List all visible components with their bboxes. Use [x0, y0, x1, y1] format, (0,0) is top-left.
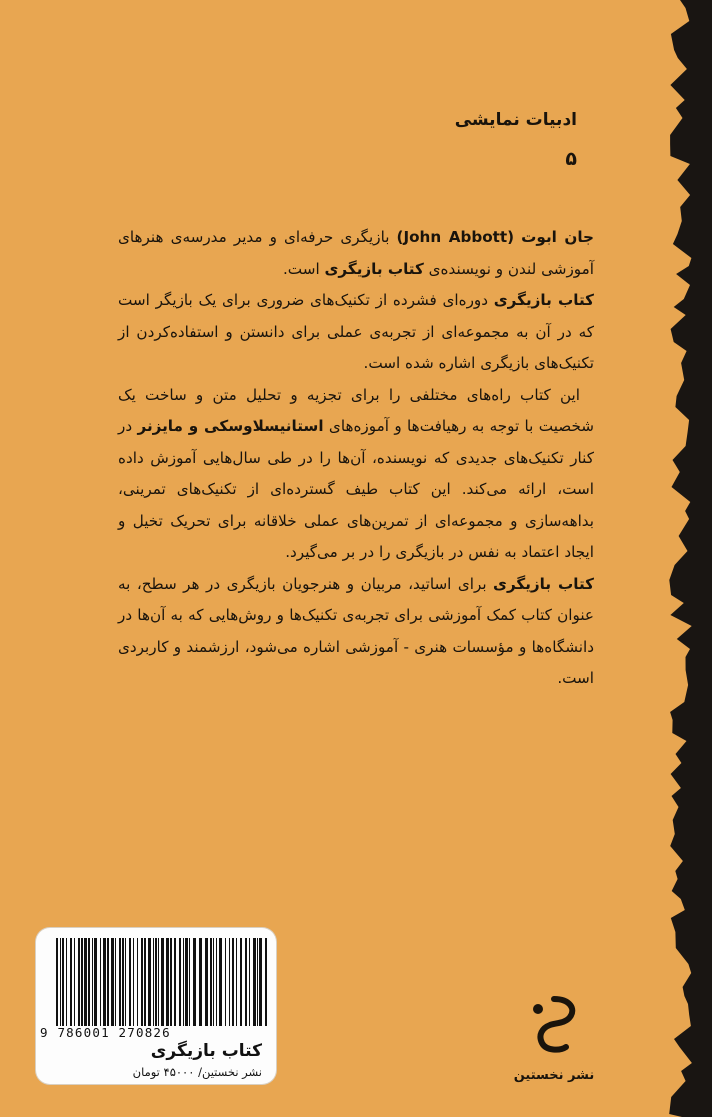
book-title-bold: کتاب بازیگری	[493, 291, 594, 309]
author-name-english: (John Abbott)	[396, 228, 515, 246]
methods-bold: استانیسلاوسکی و مایزنر	[137, 417, 324, 435]
publisher-name: نشر نخستین	[513, 1068, 595, 1083]
series-number: ۵	[565, 148, 577, 170]
sticker-price: نشر نخستین/ ۴۵۰۰۰ تومان	[132, 1065, 262, 1079]
blurb-text: است.	[282, 259, 325, 278]
price-sticker	[36, 928, 276, 1084]
blurb-paragraph-2	[118, 285, 594, 380]
barcode	[54, 938, 270, 1026]
blurb-text: در کنار تکنیک‌های جدیدی که نویسنده، آن‌ها را در طی سال‌هایی آموزش داده است، ارائه می‌کند. این کتاب طیف گسترده‌ای از تکنیک‌های تمرینی، بداهه‌سازی و مجموعه‌ای از تمرین‌های عملی خلاقانه برای تحریک تخیل و ایجاد اعتماد به نفس در بازیگری را در بر می‌گیرد.	[118, 417, 594, 561]
torn-edge	[652, 0, 712, 1117]
series-block	[377, 110, 577, 170]
blurb-text: این کتاب راه‌های مختلفی را برای تجزیه و تحلیل متن و ساخت یک شخصیت با توجه به رهیافت‌ها و آموزه‌های	[118, 385, 594, 435]
author-name: جان ابوت	[521, 228, 595, 246]
blurb-text: بازیگری حرفه‌ای و مدیر مدرسه‌ی هنرهای آموزشی لندن و نویسنده‌ی	[118, 228, 594, 278]
sticker-book-title: کتاب بازیگری	[150, 1041, 262, 1061]
publisher-logo-icon	[526, 995, 582, 1055]
isbn: 9 786001 270826	[40, 1025, 171, 1040]
blurb	[118, 222, 594, 695]
book-title-bold: کتاب بازیگری	[324, 259, 424, 278]
blurb-paragraph-3	[118, 380, 594, 569]
blurb-paragraph-4	[118, 569, 594, 695]
book-title-bold: کتاب بازیگری	[493, 574, 594, 593]
series-title: ادبیات نمایشی	[454, 110, 577, 130]
blurb-paragraph-1	[118, 222, 594, 285]
blurb-text: برای اساتید، مربیان و هنرجویان بازیگری در هر سطح، به عنوان کتاب کمک آموزشی برای تجربه‌ی تکنیک‌ها و روش‌هایی که به آن‌ها در دانشگاه‌ها و مؤسسات هنری - آموزشی اشاره می‌شود، ارزشمند و کاربردی است.	[118, 574, 594, 687]
blurb-text: دوره‌ای فشرده از تکنیک‌های ضروری برای یک بازیگر است که در آن به مجموعه‌ای از تجربه‌ی عملی برای دانستن و استفاده‌کردن از تکنیک‌های بازیگری اشاره شده است.	[118, 291, 594, 372]
